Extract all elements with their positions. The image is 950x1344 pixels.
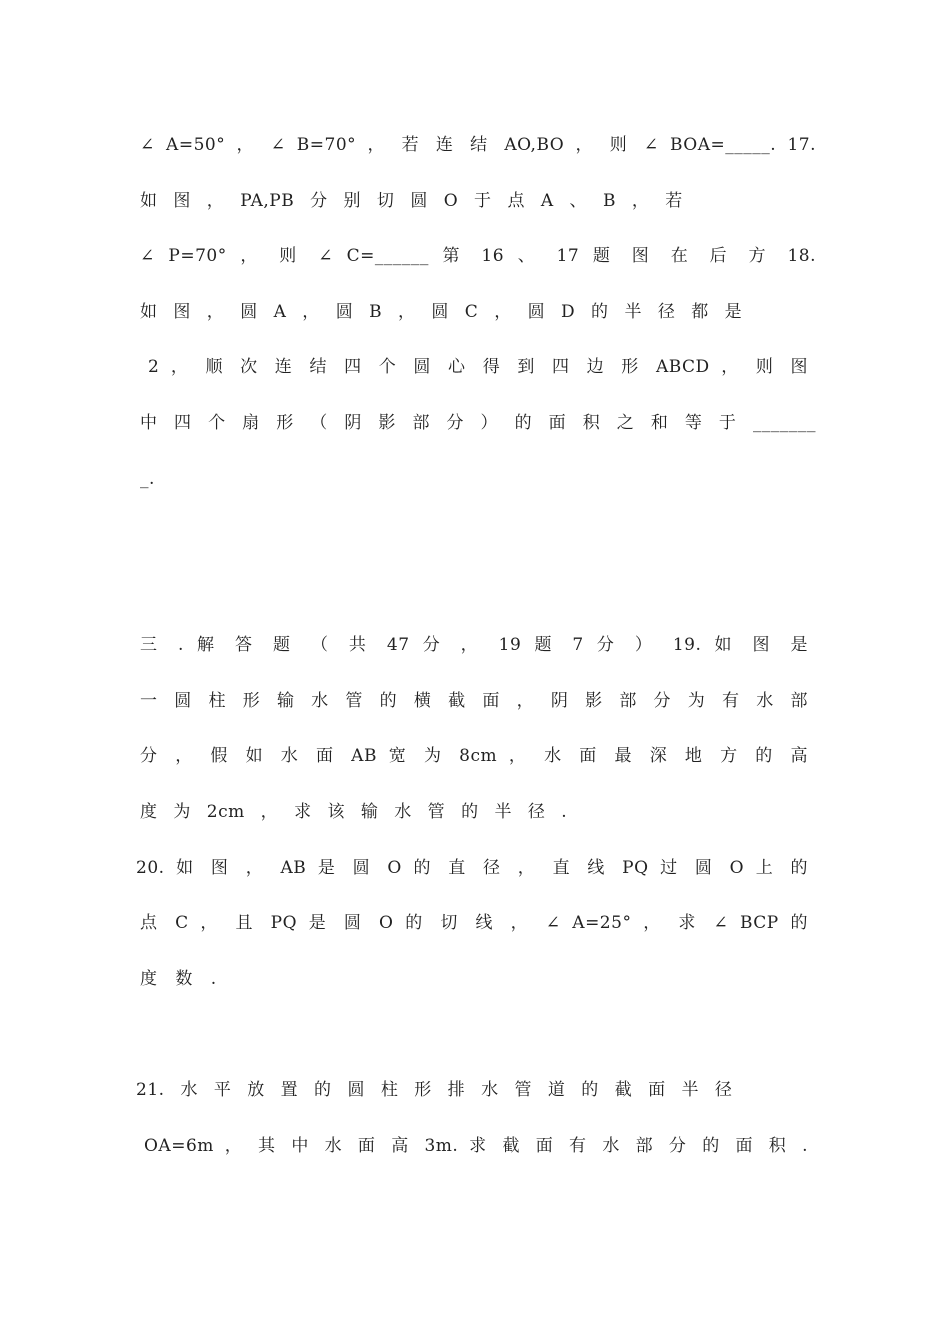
text-line: _. [140, 469, 155, 489]
text-line: 度 数 . [140, 969, 217, 989]
text-line: 2 ， 顺 次 连 结 四 个 圆 心 得 到 四 边 形 ABCD ， 则 图 [148, 357, 808, 377]
text-line: 21. 水 平 放 置 的 圆 柱 形 排 水 管 道 的 截 面 半 径 [136, 1080, 733, 1100]
text-line: ∠ A=50° ， ∠ B=70° ， 若 连 结 AO,BO ， 则 ∠ BOA=_____. 17. [140, 135, 816, 155]
text-line: 一 圆 柱 形 输 水 管 的 横 截 面 ， 阴 影 部 分 为 有 水 部 [140, 691, 808, 711]
text-line: 如 图 ， 圆 A ， 圆 B ， 圆 C ， 圆 D 的 半 径 都 是 [140, 302, 743, 322]
text-line: 分 ， 假 如 水 面 AB 宽 为 8cm ， 水 面 最 深 地 方 的 高 [140, 746, 808, 766]
text-line: ∠ P=70° ， 则 ∠ C=______ 第 16 、 17 题 图 在 后 方 18. [140, 246, 816, 266]
text-line: 如 图 ， PA,PB 分 别 切 圆 O 于 点 A 、 B ， 若 [140, 191, 683, 211]
text-line: 度 为 2cm ， 求 该 输 水 管 的 半 径 . [140, 802, 568, 822]
text-line: 三 . 解 答 题 （ 共 47 分 ， 19 题 7 分 ） 19. 如 图 是 [140, 635, 808, 655]
text-line: 点 C ， 且 PQ 是 圆 O 的 切 线 ， ∠ A=25° ， 求 ∠ BCP 的 [140, 913, 808, 933]
text-line: OA=6m ， 其 中 水 面 高 3m. 求 截 面 有 水 部 分 的 面 积 . [144, 1136, 808, 1156]
text-line: 20. 如 图 ， AB 是 圆 O 的 直 径 ， 直 线 PQ 过 圆 O 上 的 [136, 858, 808, 878]
text-line: 中 四 个 扇 形 （ 阴 影 部 分 ） 的 面 积 之 和 等 于 _______ [140, 413, 816, 433]
